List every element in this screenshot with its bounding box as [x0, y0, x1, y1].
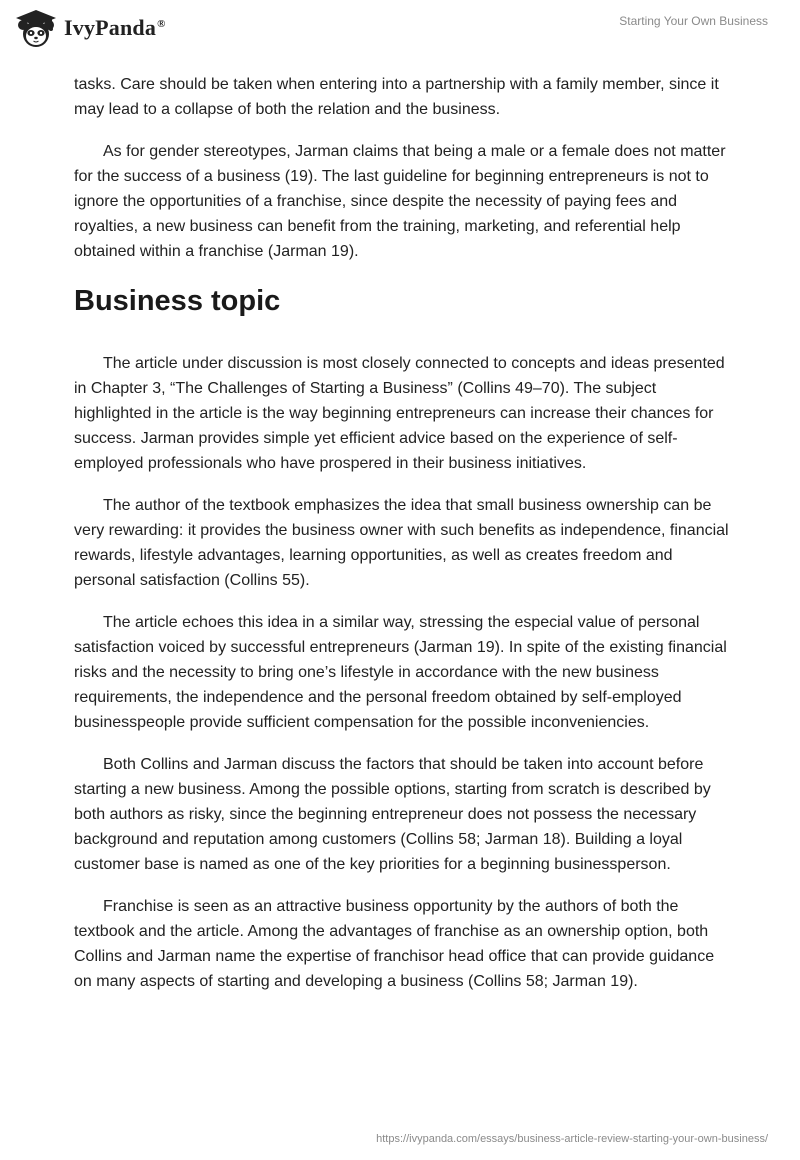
registered-mark: ® [157, 17, 166, 30]
paragraph: The article under discussion is most closely connected to concepts and ideas presented in Chapter 3, “The Challenges of Starting a Business” (Collins 49–70). The subject highlighted in the article is the way beginning entrepreneurs can increase their chances for success. Jarman provides simple yet efficient advice based on the experience of self-employed professionals who have prospered in their business initiatives. [74, 355, 725, 472]
logo-text: IvyPanda [64, 15, 157, 40]
logo[interactable] [14, 8, 166, 48]
paragraph: The article echoes this idea in a similar way, stressing the especial value of personal satisfaction voiced by successful entrepreneurs (Jarman 19). In spite of the existing financial risks and the necessity to bring one’s lifestyle in accordance with the new business requirements, the independence and the personal freedom obtained by self-employed businesspeople provide sufficient compensation for the possible inconveniencies. [74, 614, 727, 731]
paragraph: Franchise is seen as an attractive business opportunity by the authors of both the textbook and the article. Among the advantages of franchise as an ownership option, both Collins and Jarman name the expertise of franchisor head office that can provide guidance on many aspects of starting and developing a business (Collins 58; Jarman 19). [74, 898, 715, 990]
paragraph: tasks. Care should be taken when entering into a partnership with a family member, since it may lead to a collapse of both the relation and the business. [74, 76, 719, 118]
source-url[interactable]: https://ivypanda.com/essays/business-article-review-starting-your-own-business/ [376, 1133, 768, 1145]
running-title: Starting Your Own Business [619, 14, 768, 28]
page-header [0, 0, 800, 60]
paragraph: As for gender stereotypes, Jarman claims that being a male or a female does not matter for the success of a business (19). The last guideline for beginning entrepreneurs is not to ignore the opportunities of a franchise, since despite the necessity of paying fees and royalties, a new business can benefit from the training, marketing, and referential help obtained within a franchise (Jarman 19). [74, 143, 726, 260]
panda-logo-icon [14, 8, 58, 48]
paragraph: Both Collins and Jarman discuss the factors that should be taken into account before starting a new business. Among the possible options, starting from scratch is described by both authors as risky, since the beginning entrepreneur does not possess the necessary background and reputation among customers (Collins 58; Jarman 18). Building a loyal customer base is named as one of the key priorities for a beginning businessperson. [74, 756, 711, 873]
paragraph: The author of the textbook emphasizes the idea that small business ownership can be very rewarding: it provides the business owner with such benefits as independence, financial rewards, lifestyle advantages, learning opportunities, as well as creates freedom and personal satisfaction (Collins 55). [74, 497, 729, 589]
section-heading: Business topic [74, 285, 281, 317]
logo-wordmark [64, 15, 166, 41]
essay-content [74, 72, 734, 1011]
